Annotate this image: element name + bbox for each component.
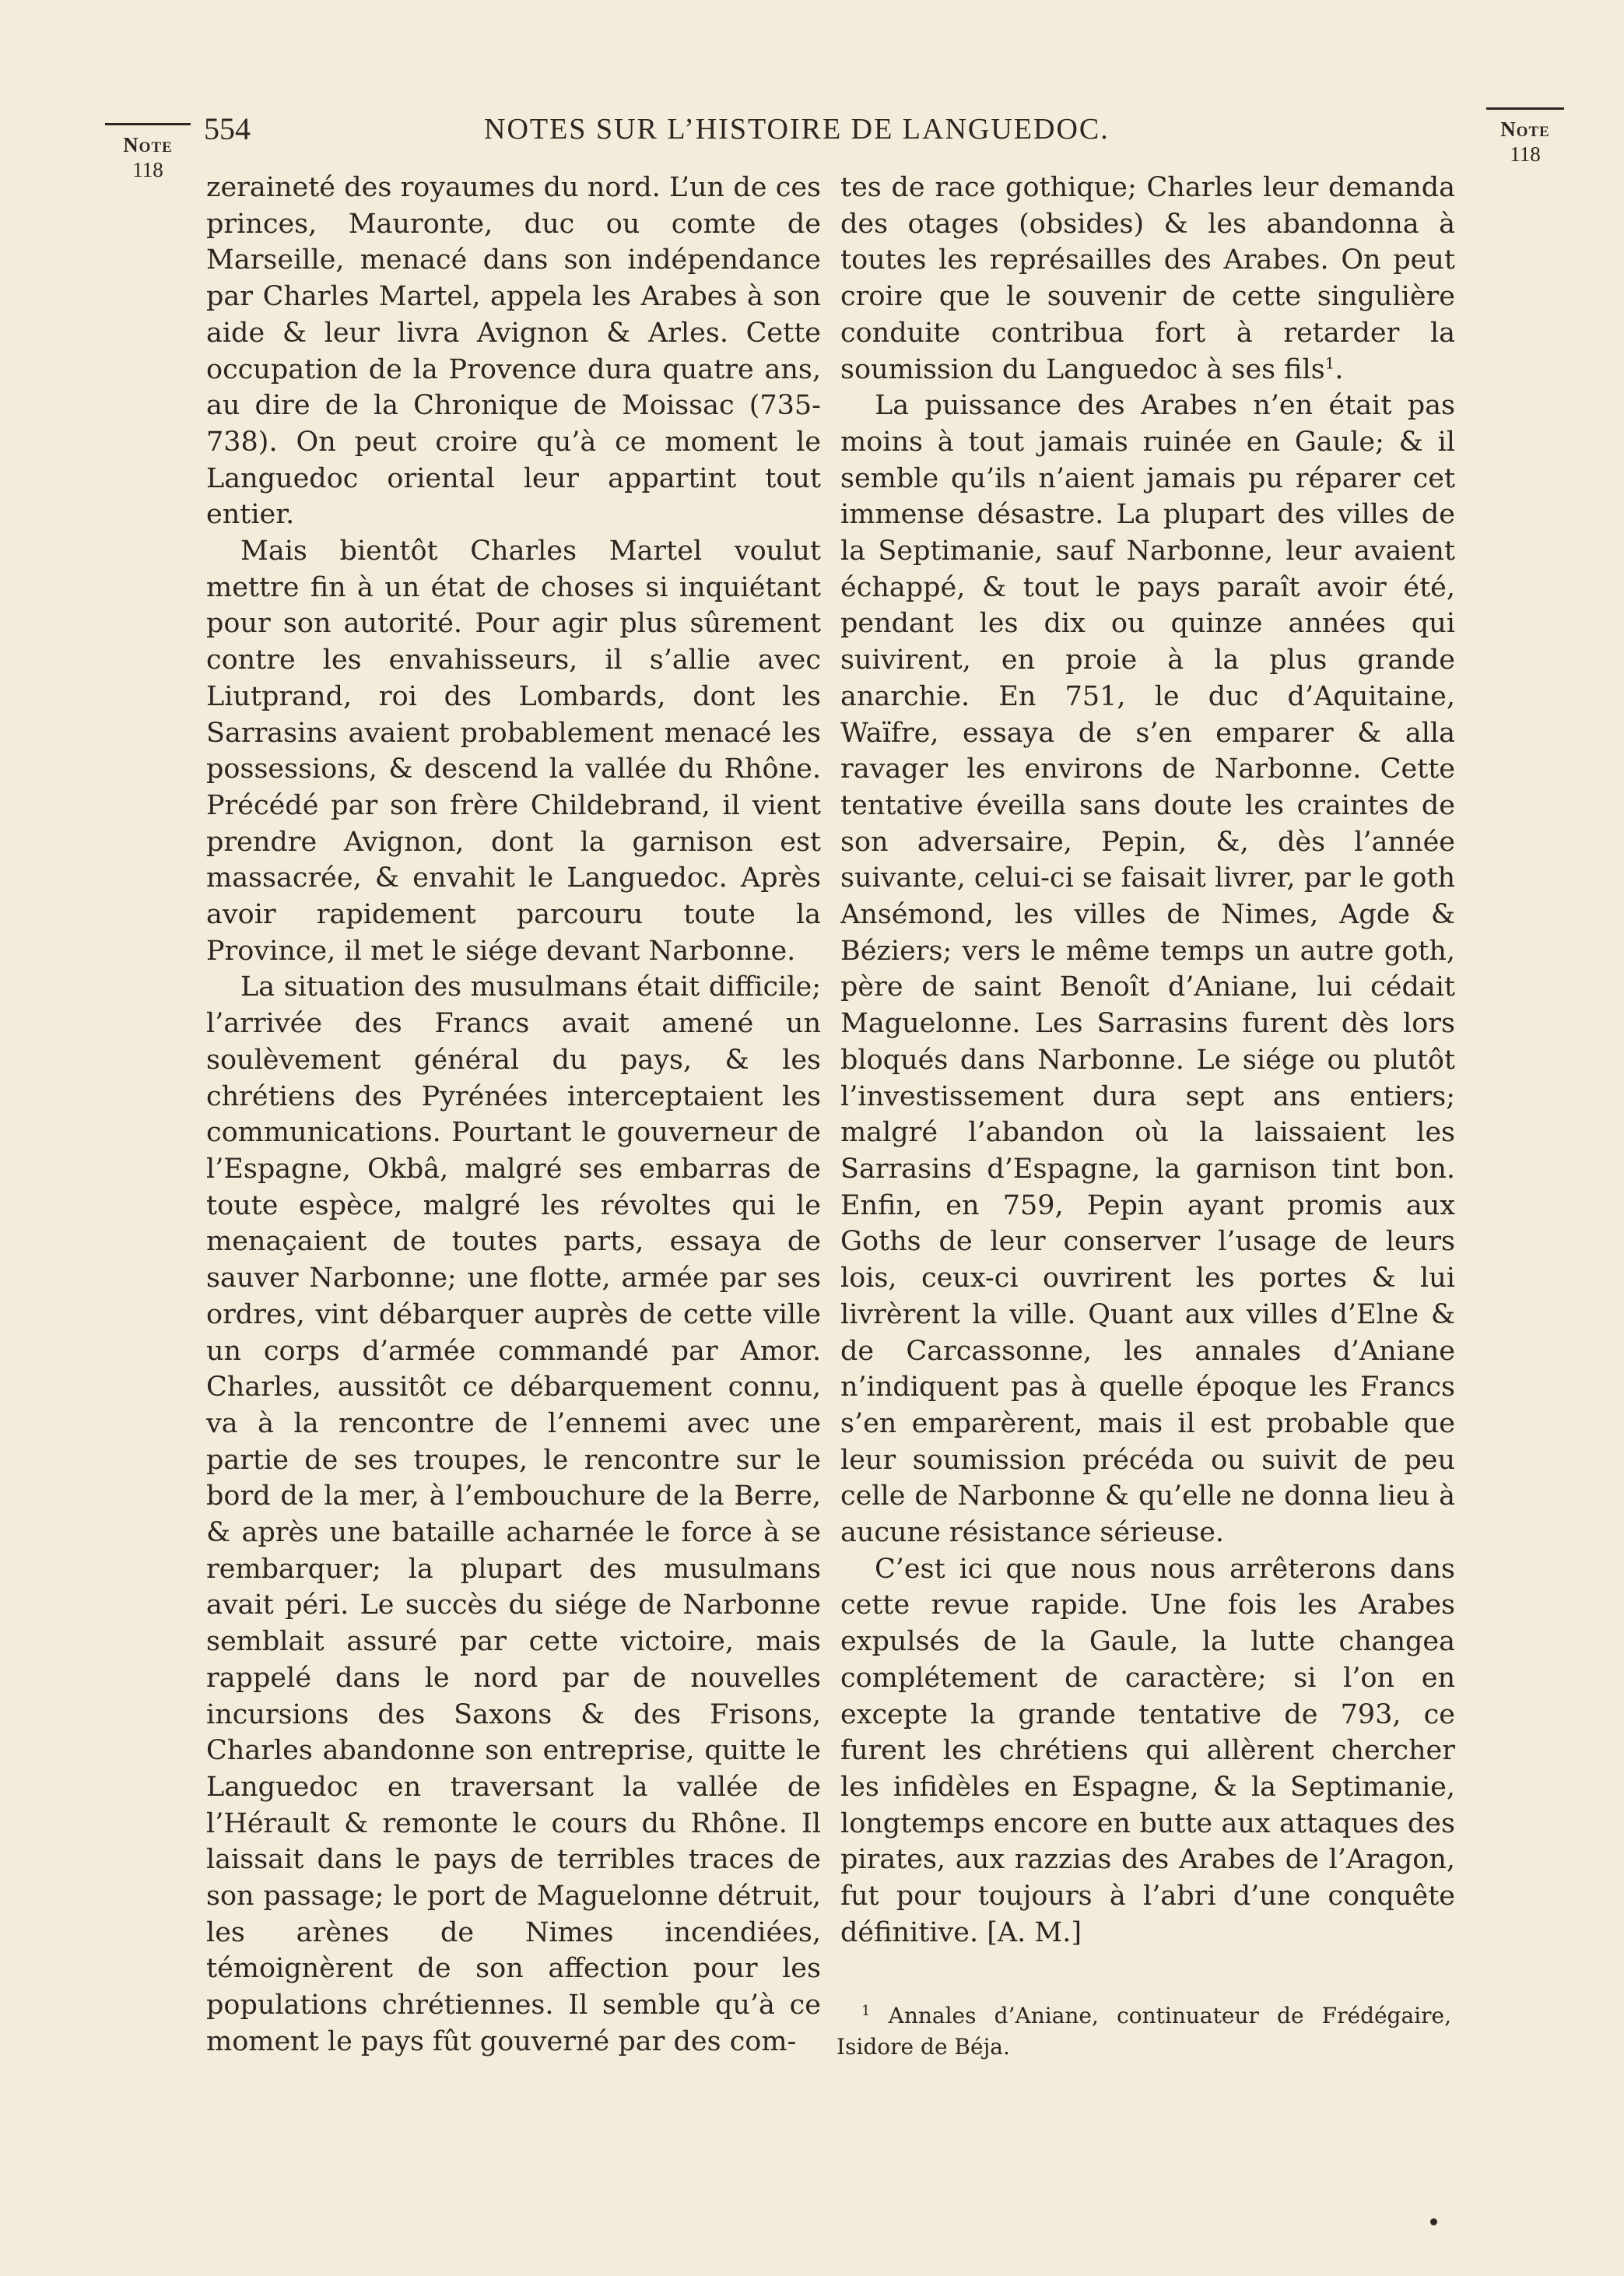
page-number: 554 xyxy=(204,111,251,146)
margin-note-label: Note xyxy=(1500,118,1550,141)
margin-note-label: Note xyxy=(123,133,173,156)
margin-note-number: 118 xyxy=(132,158,163,181)
margin-rule xyxy=(105,123,191,125)
paragraph: tes de race gothique; Charles leur demanda des otages (obsides) & les abandonna à toutes les représailles des Arabes. On peut croire que le souvenir de cette singulière conduite contribua fort à retarder la soumission du Languedoc à ses fils$^1$. xyxy=(840,172,1455,385)
running-head xyxy=(204,109,1184,156)
margin-note-number: 118 xyxy=(1510,142,1541,166)
footnote-marker: 1 xyxy=(861,2002,871,2019)
footnote xyxy=(837,2000,1451,2063)
paragraph: C’est ici que nous nous arrêterons dans cette revue rapide. Une fois les Arabes expulsés de la Gaule, la lutte changea complétement de caractère; si l’on en excepte la grande tentative de 793, ce furent les chrétiens qui allèrent chercher les infidèles en Espagne, & la Septimanie, longtemps encore en butte aux attaques des pirates, aux razzias des Arabes de l’Aragon, fut pour toujours à l’abri d’une conquête définitive. [A. M.] xyxy=(840,1553,1455,1948)
ink-dot xyxy=(1430,2218,1437,2225)
footnote-text: Annales d’Aniane, continuateur de Frédégaire, Isidore de Béja. xyxy=(837,2003,1451,2060)
margin-note-right xyxy=(1471,107,1580,167)
footnote-reference: 1 xyxy=(1324,353,1335,372)
paragraph: La situation des musulmans était difficile; l’arrivée des Francs avait amené un soulèvement général du pays, & les chrétiens des Pyrénées interceptaient les communications. Pourtant le gouverneur de l’Espagne, Okbâ, malgré ses embarras de toute espèce, malgré les révoltes qui le menaçaient de toutes parts, essaya de sauver Narbonne; une flotte, armée par ses ordres, vint débarquer auprès de cette ville un corps d’armée commandé par Amor. Charles, aussitôt ce débarquement connu, va à la rencontre de l’ennemi avec une partie de ses troupes, le rencontre sur le bord de la mer, à l’embouchure de la Berre, & après une bataille acharnée le force à se rembarquer; la plupart des musulmans avait péri. Le succès du siége de Narbonne semblait assuré par cette victoire, mais rappelé dans le nord par de nouvelles incursions des Saxons & des Frisons, Charles abandonne son entreprise, quitte le Languedoc en traversant la vallée de l’Hérault & remonte le cours du Rhône. Il laissait dans le pays de terribles traces de son passage; le port de Maguelonne détruit, les arènes de Nimes incendiées, témoignèrent de son affection pour les populations chrétiennes. Il semble qu’à ce moment le pays fût gouverné par des com- xyxy=(206,971,821,2057)
paragraph: zeraineté des royaumes du nord. L’un de ces princes, Mauronte, duc ou comte de Marseille, menacé dans son indépendance par Charles Martel, appela les Arabes à son aide & leur livra Avignon & Arles. Cette occupation de la Provence dura quatre ans, au dire de la Chronique de Moissac (735-738). On peut croire qu’à ce moment le Languedoc oriental leur appartint tout entier. xyxy=(206,172,821,531)
paragraph: La puissance des Arabes n’en était pas moins à tout jamais ruinée en Gaule; & il semble qu’ils n’aient jamais pu réparer cet immense désastre. La plupart des villes de la Septimanie, sauf Narbonne, leur avaient échappé, & tout le pays paraît avoir été, pendant les dix ou quinze années qui suivirent, en proie à la plus grande anarchie. En 751, le duc d’Aquitaine, Waïfre, essaya de s’en emparer & alla ravager les environs de Narbonne. Cette tentative éveilla sans doute les craintes de son adversaire, Pepin, &, dès l’année suivante, celui-ci se faisait livrer, par le goth Ansémond, les villes de Nimes, Agde & Béziers; vers le même temps un autre goth, père de saint Benoît d’Aniane, lui cédait Maguelonne. Les Sarrasins furent dès lors bloqués dans Narbonne. Le siége ou plutôt l’investissement dura sept ans entiers; malgré l’abandon où la laissaient les Sarrasins d’Espagne, la garnison tint bon. Enfin, en 759, Pepin ayant promis aux Goths de leur conserver l’usage de leurs lois, ceux-ci ouvrirent les portes & lui livrèrent la ville. Quant aux villes d’Elne & de Carcassonne, les annales d’Aniane n’indiquent pas à quelle époque les Francs s’en emparèrent, mais il est probable que leur soumission précéda ou suivit de peu celle de Narbonne & qu’elle ne donna lieu à aucune résistance sérieuse. xyxy=(840,390,1455,1549)
margin-note-left xyxy=(93,123,202,183)
paragraph: Mais bientôt Charles Martel voulut mettre fin à un état de choses si inquiétant pour son autorité. Pour agir plus sûrement contre les envahisseurs, il s’allie avec Liutprand, roi des Lombards, dont les Sarrasins avaient probablement menacé les possessions, & descend la vallée du Rhône. Précédé par son frère Childebrand, il vient prendre Avignon, dont la garnison est massacrée, & envahit le Languedoc. Après avoir rapidement parcouru toute la Province, il met le siége devant Narbonne. xyxy=(206,536,821,967)
left-column xyxy=(206,170,821,2060)
paragraph-text: tes de race gothique; Charles leur demanda des otages (obsides) & les abandonna à toutes les représailles des Arabes. On peut croire que le souvenir de cette singulière conduite contribua fort à retarder la soumission du Languedoc à ses fils xyxy=(840,172,1455,385)
right-column xyxy=(840,170,1455,1951)
running-title: NOTES SUR L’HISTOIRE DE LANGUEDOC. xyxy=(484,113,1110,146)
margin-rule xyxy=(1486,107,1564,110)
